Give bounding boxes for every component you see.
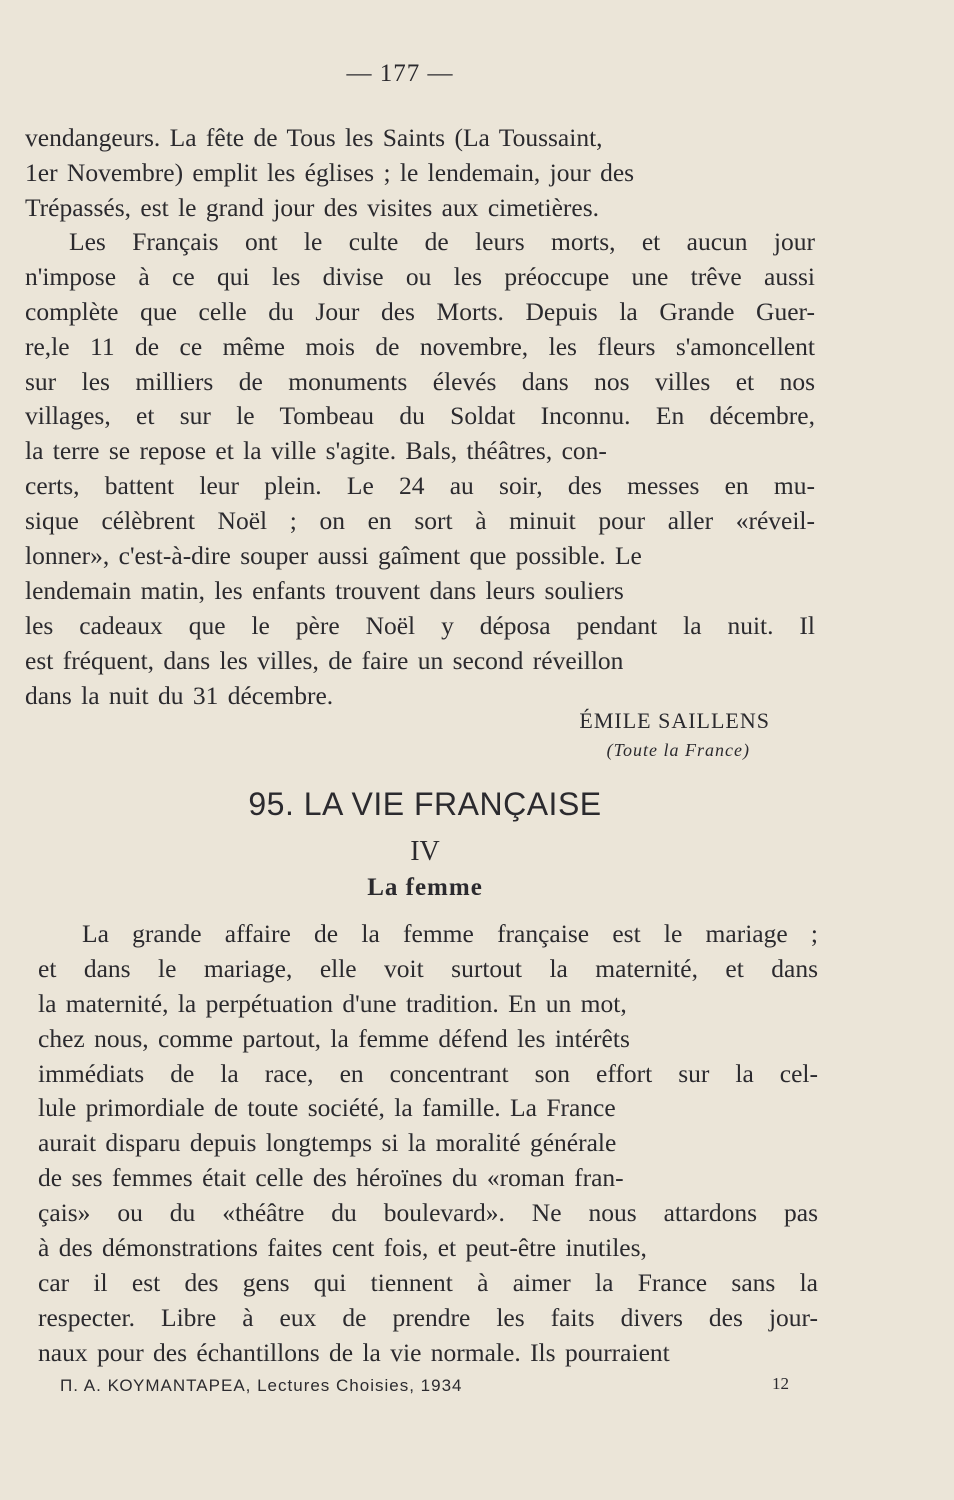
text-line: aurait disparu depuis longtemps si la moralité générale [38,1128,617,1158]
text-line: La grande affaire de la femme française est le mariage ; [82,919,818,948]
text-line: villages, et sur le Tombeau du Soldat Inconnu. En décembre, [25,401,815,431]
text-line: respecter. Libre à eux de prendre les faits divers des jour- [38,1302,818,1332]
text-line: certs, battent leur plein. Le 24 au soir, des messes en mu- [25,471,815,501]
text-line: la maternité, la perpétuation d'une tradition. En un mot, [38,988,627,1018]
text-line: n'impose à ce qui les divise ou les préoccupe une trêve aussi [25,261,815,291]
text-line: sur les milliers de monuments élevés dans nos villes et nos [25,366,815,396]
subheading: La femme [367,874,483,901]
text-line: Trépassés, est le grand jour des visites aux cimetières. [25,192,600,222]
text-line: les cadeaux que le père Noël y déposa pendant la nuit. Il [25,610,815,640]
text-line: à des démonstrations faites cent fois, et peut-être inutiles, [38,1233,647,1263]
text-line: dans la nuit du 31 décembre. [25,680,334,710]
text-line: chez nous, comme partout, la femme défend les intérêts [38,1023,630,1053]
source-citation: (Toute la France) [606,740,750,760]
footer-signature-mark: 12 [772,1374,789,1393]
paragraph-3 [38,917,818,1371]
footer-book-info: Π. Α. ΚΟΥΜΑΝΤΑΡΕΑ, Lectures Choisies, 1934 [60,1376,463,1395]
text-line: de ses femmes était celle des héroïnes du «roman fran- [38,1163,624,1193]
text-line: lonner», c'est-à-dire souper aussi gaîment que possible. Le [25,541,642,571]
text-line: Les Français ont le culte de leurs morts, et aucun jour [69,227,815,256]
text-line: vendangeurs. La fête de Tous les Saints (La Toussaint, [25,123,603,152]
text-line: lendemain matin, les enfants trouvent dans leurs souliers [25,575,624,605]
text-line: re,le 11 de ce même mois de novembre, les fleurs s'amoncellent [25,331,815,361]
text-line: sique célèbrent Noël ; on en sort à minuit pour aller «réveil- [25,506,815,536]
paragraph-1 [25,121,815,226]
text-line: complète que celle du Jour des Morts. Depuis la Grande Guer- [25,296,815,326]
text-line: car il est des gens qui tiennent à aimer la France sans la [38,1267,818,1297]
text-line: 1er Novembre) emplit les églises ; le lendemain, jour des [25,157,635,187]
paragraph-2 [25,225,815,713]
author-signature: ÉMILE SAILLENS [579,708,770,733]
page-number: — 177 — [346,60,454,87]
text-line: immédiats de la race, en concentrant son effort sur la cel- [38,1058,818,1088]
text-line: lule primordiale de toute société, la famille. La France [38,1093,616,1123]
section-part-number: IV [410,836,440,867]
section-title: 95. LA VIE FRANÇAISE [248,786,602,822]
text-line: naux pour des échantillons de la vie normale. Ils pourraient [38,1337,670,1367]
text-line: çais» ou du «théâtre du boulevard». Ne nous attardons pas [38,1198,818,1228]
text-line: la terre se repose et la ville s'agite. Bals, théâtres, con- [25,436,607,466]
text-line: et dans le mariage, elle voit surtout la maternité, et dans [38,953,818,983]
text-line: est fréquent, dans les villes, de faire un second réveillon [25,645,624,675]
